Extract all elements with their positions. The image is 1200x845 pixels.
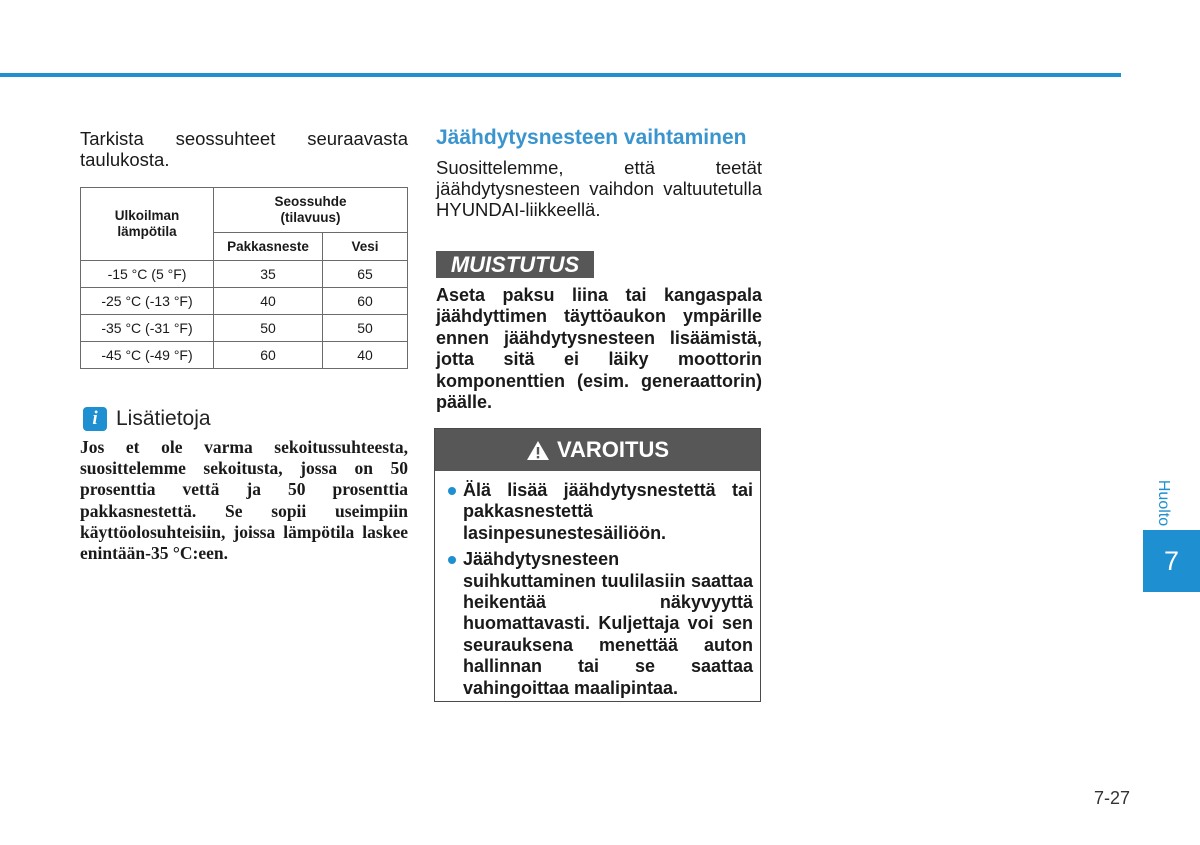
cell-water: 40 (323, 342, 408, 369)
warning-item-text: Jäähdytysnesteen suihkuttaminen tuulilasiin saattaa heikentää näkyvyyttä huomattavasti. Kuljettaja voi sen seurauksena menettää auton hallinnan tai se saattaa vahingoittaa maalipintaa. (463, 549, 753, 698)
warning-list (448, 480, 753, 704)
warning-triangle-icon (526, 440, 550, 461)
warning-item-text: Älä lisää jäähdytysnestettä tai pakkasnestettä lasinpesunestesäiliöön. (463, 480, 753, 543)
chapter-label (1148, 478, 1178, 528)
table-row (81, 315, 408, 342)
list-item (448, 480, 753, 544)
cell-antifreeze: 50 (214, 315, 323, 342)
left-column (80, 128, 408, 170)
info-icon: i (83, 407, 107, 431)
memo-label: MUISTUTUS (436, 251, 594, 278)
info-heading (83, 407, 211, 431)
table-row (81, 342, 408, 369)
intro-text: Tarkista seossuhteet seuraavasta taulukosta. (80, 128, 408, 170)
chapter-tab: 7 (1143, 530, 1200, 592)
mix-ratio-table (80, 187, 408, 369)
cell-antifreeze: 60 (214, 342, 323, 369)
cell-temp: -25 °C (-13 °F) (81, 288, 214, 315)
page-number: 7-27 (1093, 788, 1130, 808)
warning-box (434, 428, 761, 702)
section-title: Jäähdytysnesteen vaihtaminen (436, 126, 747, 149)
warning-title: VAROITUS (556, 437, 670, 462)
header-outdoor-temp: Ulkoilman lämpötila (81, 188, 214, 261)
list-item (448, 549, 753, 699)
chapter-label-text: Huolto (1155, 479, 1172, 527)
header-antifreeze: Pakkasneste (214, 233, 323, 261)
header-water: Vesi (323, 233, 408, 261)
table-row (81, 288, 408, 315)
section-body: Suosittelemme, että teetät jäähdytysnesteen vaihdon valtuutetulla HYUNDAI-liikkeellä. (436, 157, 762, 220)
cell-water: 65 (323, 261, 408, 288)
cell-temp: -15 °C (5 °F) (81, 261, 214, 288)
info-title: Lisätietoja (116, 407, 211, 430)
warning-header (435, 429, 760, 471)
cell-temp: -35 °C (-31 °F) (81, 315, 214, 342)
table-row (81, 261, 408, 288)
info-body: Jos et ole varma sekoitussuhteesta, suosittelemme sekoitusta, jossa on 50 prosenttia vettä ja 50 prosenttia pakkasnestettä. Se sopii useimpiin käyttöolosuhteisiin, joissa lämpötila laskee enintään-35 °C:een. (80, 437, 408, 564)
bullet-icon (448, 556, 456, 564)
cell-water: 50 (323, 315, 408, 342)
cell-antifreeze: 40 (214, 288, 323, 315)
cell-antifreeze: 35 (214, 261, 323, 288)
header-mix-ratio: Seossuhde (tilavuus) (214, 188, 408, 233)
memo-body: Aseta paksu liina tai kangaspala jäähdyttimen täyttöaukon ympärille ennen jäähdytysnesteen lisäämistä, jotta sitä ei läiky moottorin komponenttien (esim. generaattorin) päälle. (436, 285, 762, 413)
cell-water: 60 (323, 288, 408, 315)
cell-temp: -45 °C (-49 °F) (81, 342, 214, 369)
top-rule (0, 73, 1121, 77)
bullet-icon (448, 487, 456, 495)
